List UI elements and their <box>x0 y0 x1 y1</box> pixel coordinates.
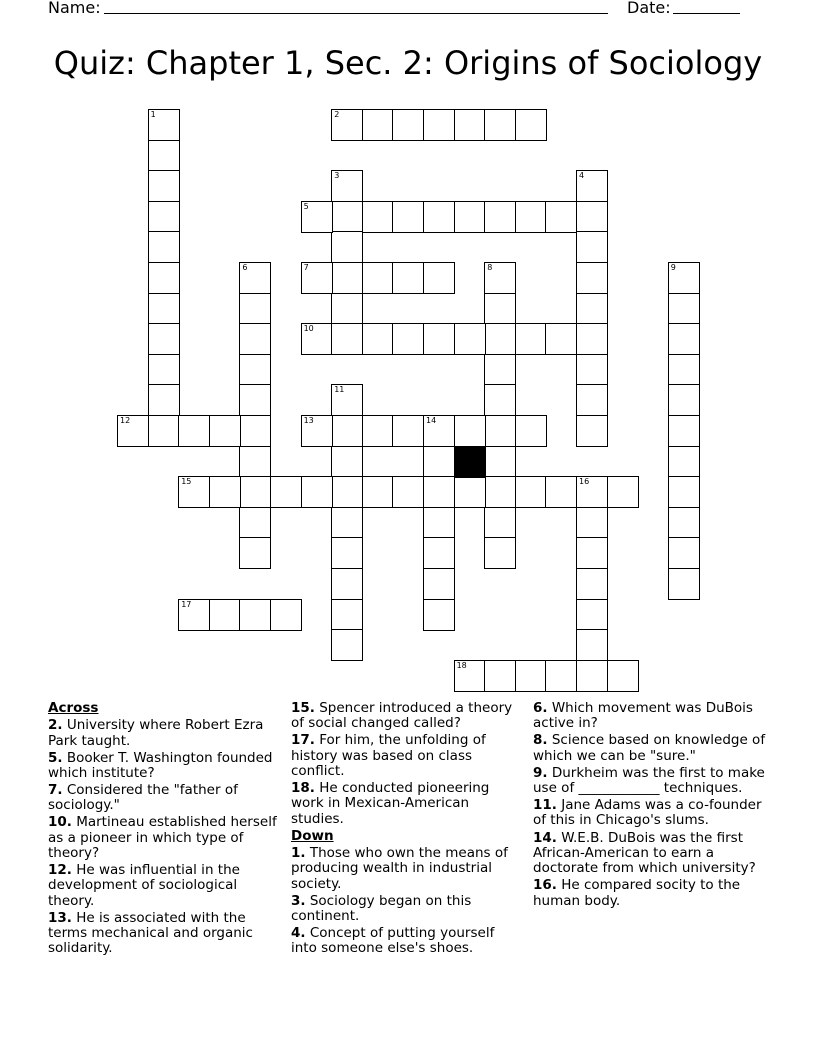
grid-cell[interactable] <box>209 599 241 631</box>
grid-cell[interactable] <box>484 262 516 294</box>
grid-cell[interactable] <box>392 323 424 355</box>
cell-number: 16 <box>579 477 590 487</box>
grid-cell[interactable] <box>423 109 455 141</box>
clue-number: 1. <box>291 845 306 862</box>
grid-cell[interactable] <box>515 323 547 355</box>
grid-cell[interactable] <box>423 599 455 631</box>
grid-cell[interactable] <box>454 323 486 355</box>
grid-cell[interactable] <box>484 293 516 325</box>
clues-column-1 <box>48 701 278 959</box>
clue-item <box>291 733 523 779</box>
clue-item <box>48 863 278 909</box>
grid-cell[interactable] <box>331 201 363 233</box>
grid-cell[interactable] <box>178 599 210 631</box>
grid-cell[interactable] <box>148 170 180 202</box>
grid-cell[interactable] <box>301 323 333 355</box>
clue-number: 15. <box>291 700 315 716</box>
grid-cell[interactable] <box>148 140 180 172</box>
grid-cell[interactable] <box>209 415 241 447</box>
grid-cell[interactable] <box>148 201 180 233</box>
grid-cell[interactable] <box>239 415 271 447</box>
grid-cell[interactable] <box>668 476 700 508</box>
clue-text: Spencer introduced a theory of social changed called? <box>291 700 513 732</box>
grid-cell[interactable] <box>209 476 241 508</box>
cell-number: 5 <box>303 201 309 211</box>
grid-cell[interactable] <box>668 568 700 600</box>
cell-number: 12 <box>120 416 131 425</box>
grid-cell[interactable] <box>545 323 577 355</box>
grid-cell[interactable] <box>454 201 486 233</box>
clue-number: 6. <box>533 700 548 716</box>
clue-item <box>291 781 523 827</box>
cell-number: 8 <box>487 263 493 272</box>
grid-cell[interactable] <box>270 476 302 508</box>
grid-cell[interactable] <box>331 262 363 294</box>
grid-cell[interactable] <box>392 109 424 141</box>
grid-cell[interactable] <box>239 323 271 355</box>
name-label: Name: <box>48 0 101 17</box>
clue-item <box>533 878 769 909</box>
grid-cell[interactable] <box>423 415 455 447</box>
grid-cell[interactable] <box>239 293 271 325</box>
clue-number: 18. <box>291 780 315 797</box>
grid-cell[interactable] <box>331 507 363 539</box>
grid-cell[interactable] <box>362 323 394 355</box>
grid-cell[interactable] <box>668 446 700 478</box>
grid-cell[interactable] <box>576 629 608 661</box>
grid-cell[interactable] <box>576 599 608 631</box>
grid-cell[interactable] <box>331 109 363 141</box>
grid-cell[interactable] <box>576 507 608 539</box>
grid-cell[interactable] <box>331 231 363 263</box>
grid-cell[interactable] <box>239 476 271 508</box>
grid-cell[interactable] <box>484 660 516 692</box>
grid-cell[interactable] <box>668 354 700 386</box>
clue-item <box>291 926 523 957</box>
grid-cell[interactable] <box>148 354 180 386</box>
grid-cell[interactable] <box>239 507 271 539</box>
cell-number: 13 <box>303 416 314 425</box>
grid-cell[interactable] <box>484 507 516 539</box>
clue-number: 5. <box>48 749 63 766</box>
grid-cell[interactable] <box>576 476 608 508</box>
clue-item <box>48 783 278 814</box>
grid-cell[interactable] <box>515 109 547 141</box>
grid-cell[interactable] <box>331 293 363 325</box>
grid-cell[interactable] <box>545 660 577 692</box>
grid-cell[interactable] <box>301 262 333 294</box>
clue-item <box>533 701 769 732</box>
grid-cell[interactable] <box>148 293 180 325</box>
clue-text: He is associated with the terms mechanical and organic solidarity. <box>48 909 253 957</box>
clue-item <box>533 831 769 877</box>
cell-number: 1 <box>150 110 156 119</box>
cell-number: 11 <box>334 385 345 395</box>
clue-number: 9. <box>533 764 548 781</box>
grid-cell[interactable] <box>392 201 424 233</box>
grid-cell[interactable] <box>484 446 516 478</box>
clue-text: Durkheim was the first to make use of ____________ techniques. <box>533 764 765 797</box>
grid-cell[interactable] <box>545 201 577 233</box>
grid-cell[interactable] <box>362 262 394 294</box>
cell-number: 3 <box>334 171 340 181</box>
grid-cell[interactable] <box>668 537 700 569</box>
clues-column-2 <box>291 701 523 959</box>
grid-cell[interactable] <box>576 231 608 263</box>
clue-text: W.E.B. DuBois was the first African-American to earn a doctorate from which university? <box>533 829 756 877</box>
grid-cell[interactable] <box>576 384 608 416</box>
grid-cell[interactable] <box>423 446 455 478</box>
grid-cell[interactable] <box>484 354 516 386</box>
grid-cell[interactable] <box>239 599 271 631</box>
clues-column-3 <box>533 701 769 911</box>
grid-cell[interactable] <box>423 262 455 294</box>
grid-cell[interactable] <box>576 568 608 600</box>
cell-number: 6 <box>242 263 248 272</box>
grid-cell[interactable] <box>668 323 700 355</box>
clue-text: Considered the "father of sociology." <box>48 782 238 814</box>
grid-cell[interactable] <box>148 384 180 416</box>
grid-cell[interactable] <box>239 446 271 478</box>
clue-number: 3. <box>291 892 306 909</box>
grid-cell[interactable] <box>301 201 333 233</box>
grid-cell[interactable] <box>515 660 547 692</box>
cell-number: 15 <box>181 477 192 487</box>
grid-cell[interactable] <box>239 384 271 416</box>
clue-item <box>533 798 769 829</box>
clue-text: Booker T. Washington founded which institute? <box>48 749 273 781</box>
grid-cell[interactable] <box>239 537 271 569</box>
clue-number: 11. <box>533 797 557 814</box>
grid-cell[interactable] <box>423 568 455 600</box>
grid-cell[interactable] <box>576 537 608 569</box>
grid-cell[interactable] <box>331 568 363 600</box>
grid-cell[interactable] <box>239 262 271 294</box>
grid-cell[interactable] <box>423 476 455 508</box>
grid-cell[interactable] <box>392 415 424 447</box>
grid-cell[interactable] <box>362 476 394 508</box>
grid-cell[interactable] <box>515 415 547 447</box>
clue-number: 13. <box>48 909 72 926</box>
cell-number: 18 <box>456 660 467 670</box>
clue-text: Jane Adams was a co-founder of this in Chicago's slums. <box>533 797 762 829</box>
grid-cell[interactable] <box>454 476 486 508</box>
cell-number: 4 <box>579 171 585 181</box>
grid-cell[interactable] <box>484 384 516 416</box>
cell-number: 2 <box>334 110 340 119</box>
grid-cell[interactable] <box>331 537 363 569</box>
clue-text: Martineau established herself as a pioneer in which type of theory? <box>48 814 277 862</box>
clue-number: 17. <box>291 732 315 749</box>
clue-text: University where Robert Ezra Park taught. <box>48 717 264 749</box>
grid-cell[interactable] <box>607 476 639 508</box>
grid-cell[interactable] <box>270 599 302 631</box>
down-heading: Down <box>291 827 334 844</box>
clue-number: 12. <box>48 862 72 879</box>
grid-cell[interactable] <box>576 293 608 325</box>
grid-cell[interactable] <box>454 660 486 692</box>
grid-cell[interactable] <box>362 415 394 447</box>
grid-cell[interactable] <box>576 354 608 386</box>
clue-text: He was influential in the development of sociological theory. <box>48 862 240 909</box>
cell-number: 14 <box>426 416 437 425</box>
grid-cell[interactable] <box>301 476 333 508</box>
clue-item <box>48 751 278 782</box>
grid-cell[interactable] <box>331 170 363 202</box>
grid-cell[interactable] <box>423 507 455 539</box>
clue-text: Sociology began on this continent. <box>291 892 472 925</box>
grid-cell[interactable] <box>668 293 700 325</box>
clue-number: 8. <box>533 732 548 749</box>
grid-cell[interactable] <box>576 323 608 355</box>
clue-text: Science based on knowledge of which we can be "sure." <box>533 732 766 764</box>
grid-cell[interactable] <box>392 476 424 508</box>
grid-cell[interactable] <box>576 660 608 692</box>
grid-cell[interactable] <box>331 476 363 508</box>
clue-text: He conducted pioneering work in Mexican-American studies. <box>291 780 490 827</box>
grid-cell[interactable] <box>484 537 516 569</box>
grid-cell[interactable] <box>454 109 486 141</box>
grid-cell[interactable] <box>148 415 180 447</box>
grid-cell[interactable] <box>362 201 394 233</box>
clue-item <box>533 733 769 764</box>
clue-number: 2. <box>48 717 63 734</box>
grid-cell[interactable] <box>331 415 363 447</box>
clue-item <box>48 718 278 749</box>
grid-cell[interactable] <box>484 323 516 355</box>
grid-cell[interactable] <box>668 415 700 447</box>
clue-number: 14. <box>533 829 557 846</box>
grid-cell[interactable] <box>576 262 608 294</box>
grid-cell[interactable] <box>148 231 180 263</box>
across-heading: Across <box>48 700 99 716</box>
grid-cell[interactable] <box>423 537 455 569</box>
grid-cell[interactable] <box>301 415 333 447</box>
grid-cell[interactable] <box>515 476 547 508</box>
grid-cell[interactable] <box>148 262 180 294</box>
grid-cell[interactable] <box>331 629 363 661</box>
grid-cell[interactable] <box>423 201 455 233</box>
clue-item <box>291 701 523 732</box>
clue-number: 7. <box>48 782 63 799</box>
grid-cell[interactable] <box>668 507 700 539</box>
grid-cell[interactable] <box>362 109 394 141</box>
clue-item <box>291 846 523 892</box>
grid-cell[interactable] <box>392 262 424 294</box>
grid-cell[interactable] <box>576 415 608 447</box>
grid-cell[interactable] <box>331 384 363 416</box>
cell-number: 9 <box>670 263 676 272</box>
cell-number: 10 <box>303 324 314 334</box>
clue-number: 16. <box>533 877 557 894</box>
grid-cell[interactable] <box>239 354 271 386</box>
date-label: Date: <box>627 0 671 17</box>
grid-cell[interactable] <box>545 476 577 508</box>
grid-cell[interactable] <box>331 599 363 631</box>
grid-cell[interactable] <box>607 660 639 692</box>
clue-item <box>291 894 523 925</box>
grid-cell[interactable] <box>576 201 608 233</box>
grid-cell[interactable] <box>331 446 363 478</box>
grid-cell[interactable] <box>423 323 455 355</box>
clue-item <box>533 766 769 797</box>
clue-number: 4. <box>291 925 306 942</box>
clue-text: Concept of putting yourself into someone else's shoes. <box>291 925 495 957</box>
grid-cell[interactable] <box>148 323 180 355</box>
grid-cell[interactable] <box>668 262 700 294</box>
clue-text: Those who own the means of producing wealth in industrial society. <box>291 845 508 892</box>
grid-cell[interactable] <box>576 170 608 202</box>
grid-cell[interactable] <box>484 201 516 233</box>
clue-item <box>48 815 278 861</box>
page-title: Quiz: Chapter 1, Sec. 2: Origins of Sociology <box>53 44 763 82</box>
clue-number: 10. <box>48 814 72 831</box>
grid-cell[interactable] <box>484 415 516 447</box>
grid-cell[interactable] <box>454 415 486 447</box>
cell-number: 17 <box>181 599 192 609</box>
grid-cell[interactable] <box>331 323 363 355</box>
clue-item <box>48 911 278 957</box>
clue-text: He compared socity to the human body. <box>533 877 741 909</box>
grid-cell[interactable] <box>178 415 210 447</box>
grid-cell[interactable] <box>668 384 700 416</box>
clue-text: Which movement was DuBois active in? <box>533 700 753 732</box>
grid-cell[interactable] <box>148 109 180 141</box>
grid-cell[interactable] <box>484 109 516 141</box>
grid-cell[interactable] <box>178 476 210 508</box>
grid-cell[interactable] <box>117 415 149 447</box>
clue-text: For him, the unfolding of history was based on class conflict. <box>291 732 486 779</box>
grid-cell[interactable] <box>484 476 516 508</box>
grid-cell[interactable] <box>515 201 547 233</box>
grid-block <box>454 446 486 478</box>
cell-number: 7 <box>303 263 309 272</box>
